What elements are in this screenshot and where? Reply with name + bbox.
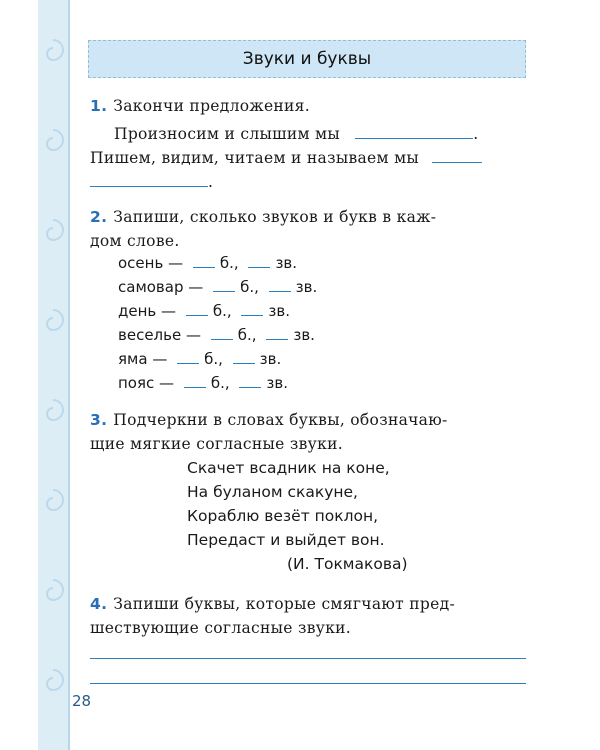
answer-line[interactable] (90, 658, 526, 659)
poem-line: Скачет всадник на коне, (187, 459, 390, 477)
swirl-pattern-icon (38, 0, 68, 750)
page-title-bar (88, 40, 526, 78)
answer-line[interactable] (90, 683, 526, 684)
word: день (118, 302, 157, 320)
task-1-sentence-2: Пишем, видим, читаем и называем мы (90, 149, 420, 167)
word: яма (118, 350, 148, 368)
page-number: 28 (72, 692, 92, 710)
word-row: день — б., зв. (118, 302, 290, 320)
word-list (118, 254, 317, 398)
poem-line: На буланом скакуне, (187, 483, 358, 501)
word: самовар (118, 278, 184, 296)
letters-blank[interactable] (211, 339, 233, 340)
task-4-instruction-line-1: Запиши буквы, которые смягчают пред- (113, 595, 455, 613)
word: веселье (118, 326, 182, 344)
word: осень (118, 254, 164, 272)
poem-author: (И. Токмакова) (287, 555, 408, 573)
task-1-blank-1[interactable] (355, 138, 473, 139)
letters-blank[interactable] (184, 387, 206, 388)
sounds-blank[interactable] (239, 387, 261, 388)
task-4-instruction-line-2: шествующие согласные звуки. (90, 619, 352, 637)
poem (187, 456, 408, 576)
task-4 (90, 592, 455, 640)
letters-blank[interactable] (186, 315, 208, 316)
task-3-instruction-line-2: щие мягкие согласные звуки. (90, 435, 343, 453)
sounds-blank[interactable] (266, 339, 288, 340)
poem-line: Кораблю везёт поклон, (187, 507, 379, 525)
task-1-blank-3[interactable] (90, 186, 208, 187)
decorative-margin-band (38, 0, 70, 750)
page-title: Звуки и буквы (242, 49, 372, 69)
task-3-number: 3. (90, 411, 108, 429)
word-row: яма — б., зв. (118, 350, 282, 368)
poem-line: Передаст и выйдет вон. (187, 531, 385, 549)
task-1-blank-2[interactable] (432, 162, 482, 163)
task-2 (90, 205, 436, 253)
sounds-blank[interactable] (233, 363, 255, 364)
word-row: пояс — б., зв. (118, 374, 288, 392)
task-1-instruction: Закончи предложения. (113, 97, 310, 115)
task-3 (90, 408, 448, 456)
task-3-instruction-line-1: Подчеркни в словах буквы, обозначаю- (113, 411, 448, 429)
sounds-blank[interactable] (269, 291, 291, 292)
sounds-blank[interactable] (248, 267, 270, 268)
word-row: самовар — б., зв. (118, 278, 318, 296)
task-1: 1. Закончи предложения. Произносим и слышим мы . Пишем, видим, читаем и называем мы . (90, 94, 482, 194)
word-row: веселье — б., зв. (118, 326, 315, 344)
letters-blank[interactable] (213, 291, 235, 292)
sounds-blank[interactable] (241, 315, 263, 316)
task-2-number: 2. (90, 208, 108, 226)
task-1-sentence-1: Произносим и слышим мы (114, 125, 341, 143)
task-2-instruction-line-1: Запиши, сколько звуков и букв в каж- (113, 208, 437, 226)
task-1-number: 1. (90, 97, 108, 115)
task-4-number: 4. (90, 595, 108, 613)
letters-blank[interactable] (193, 267, 215, 268)
word-row: осень — б., зв. (118, 254, 298, 272)
task-2-instruction-line-2: дом слове. (90, 232, 180, 250)
letters-blank[interactable] (177, 363, 199, 364)
word: пояс (118, 374, 155, 392)
